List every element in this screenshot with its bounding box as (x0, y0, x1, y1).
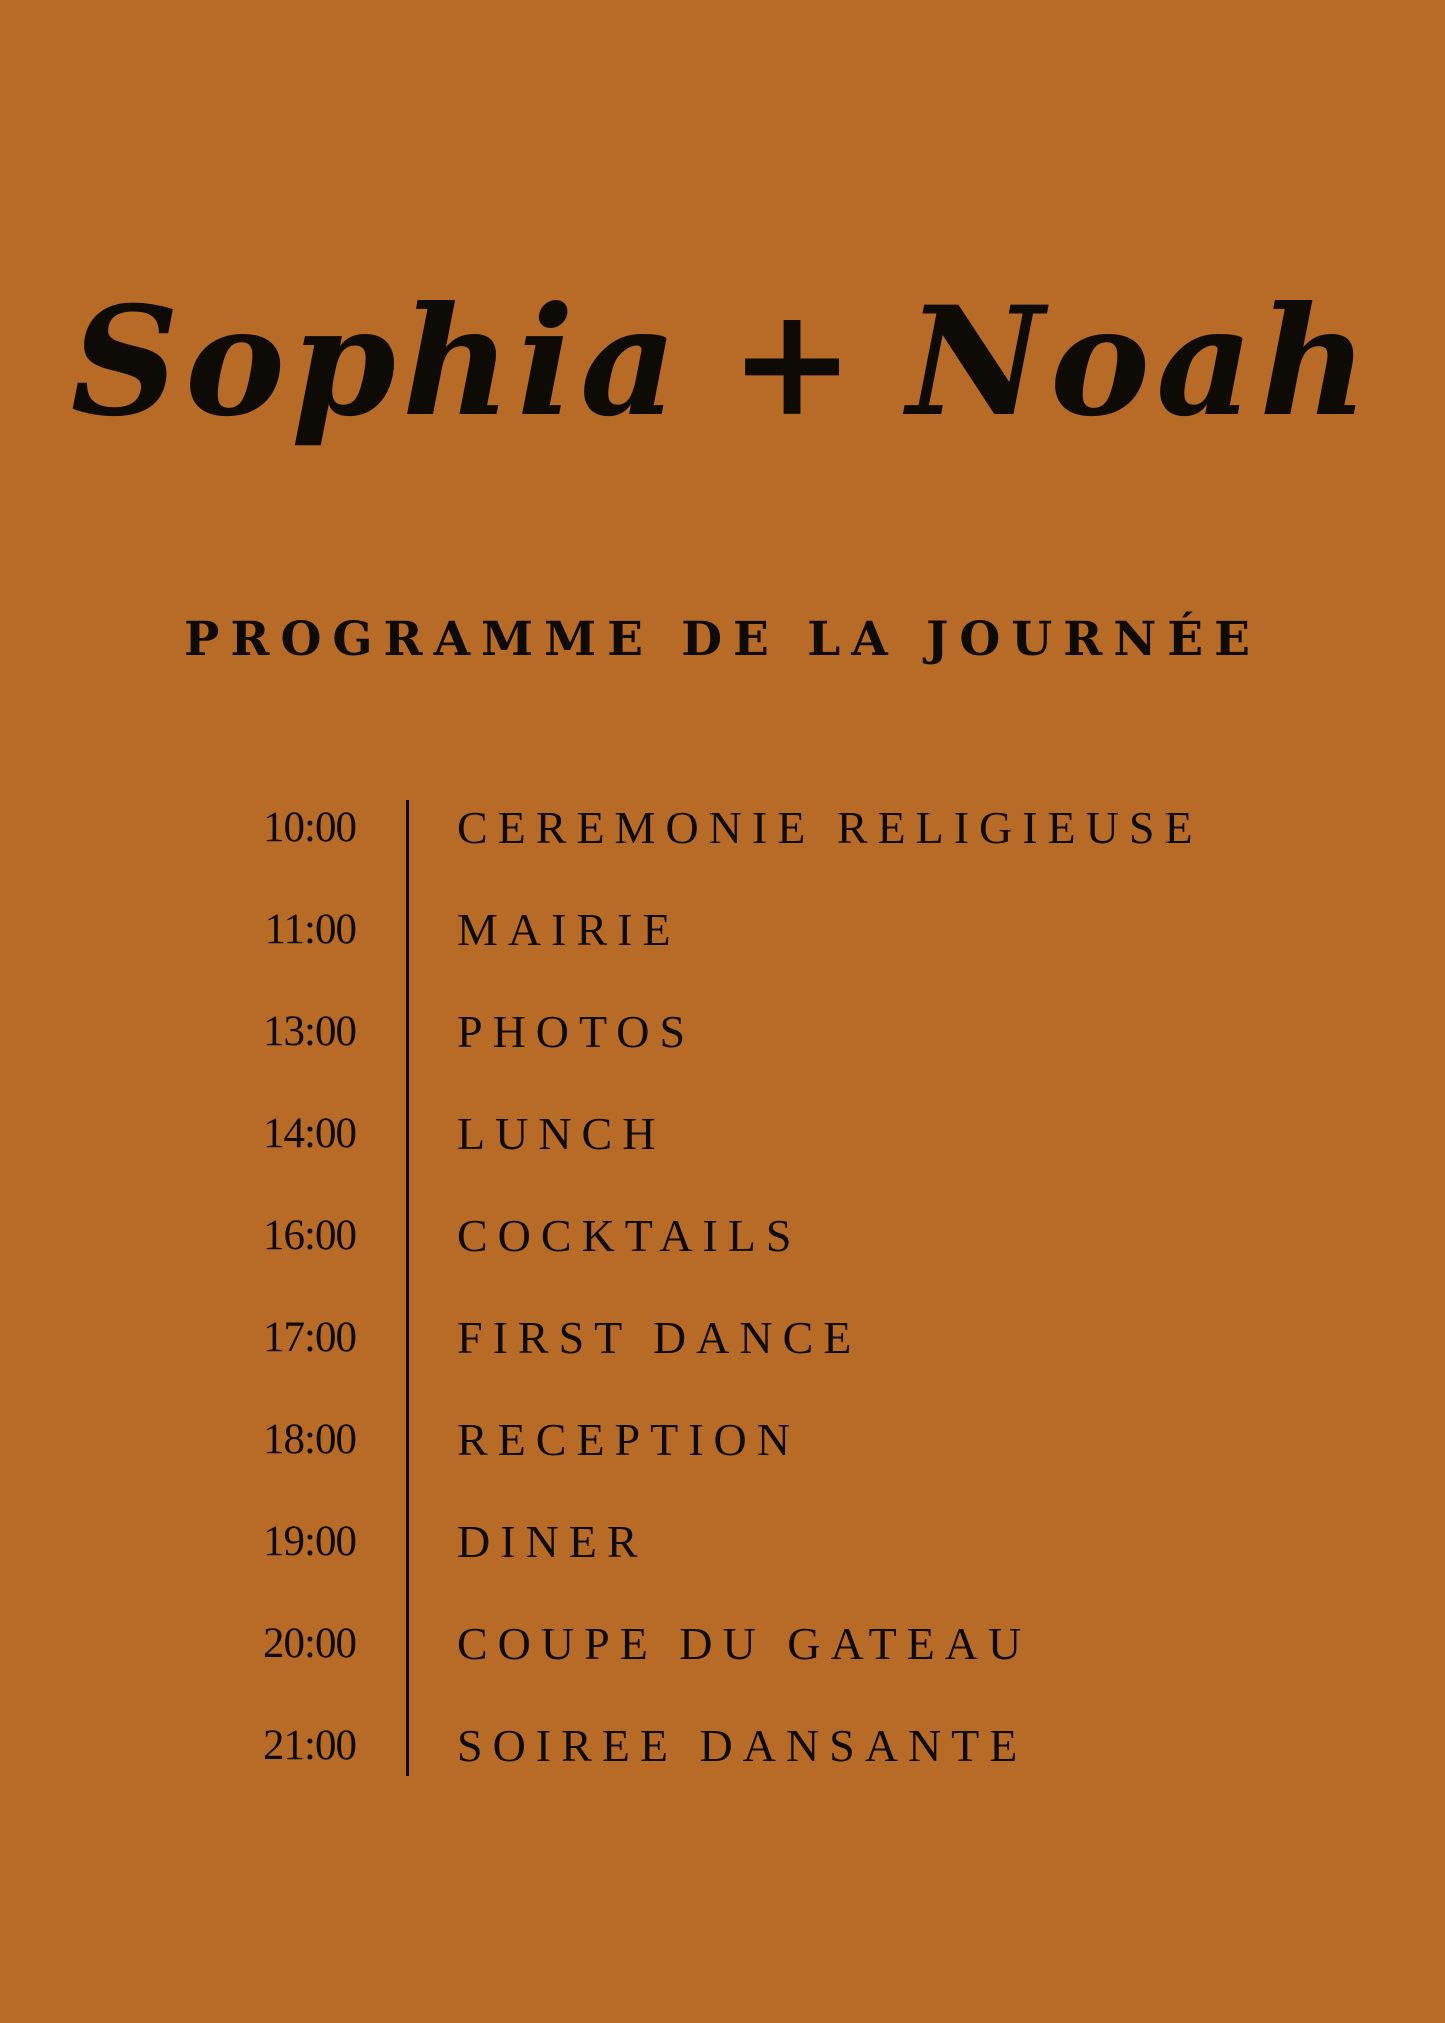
event-name: FIRST DANCE (457, 1312, 862, 1363)
event-name: MAIRIE (457, 904, 681, 955)
event-time: 18:00 (263, 1416, 356, 1463)
schedule-row (0, 1004, 1445, 1106)
event-time: 14:00 (263, 1110, 356, 1157)
event-time: 10:00 (263, 804, 356, 851)
second-name: Noah (906, 274, 1375, 450)
event-name: CEREMONIE RELIGIEUSE (457, 802, 1203, 853)
event-time: 11:00 (264, 906, 356, 953)
names-joiner: + (729, 274, 861, 450)
schedule-row (0, 1106, 1445, 1208)
schedule-row (0, 1412, 1445, 1514)
schedule-row (0, 1310, 1445, 1412)
event-time: 13:00 (263, 1008, 356, 1055)
event-name: LUNCH (457, 1108, 666, 1159)
event-name: COCKTAILS (457, 1210, 802, 1261)
couple-names (0, 262, 1445, 462)
programme-title: PROGRAMME DE LA JOURNÉE (184, 612, 1261, 667)
event-name: SOIREE DANSANTE (457, 1720, 1028, 1771)
event-name: RECEPTION (457, 1414, 800, 1465)
schedule-row (0, 1616, 1445, 1718)
event-name: DINER (457, 1516, 648, 1567)
event-time: 21:00 (263, 1722, 356, 1769)
event-time: 20:00 (263, 1620, 356, 1667)
event-time: 17:00 (263, 1314, 356, 1361)
schedule-row (0, 800, 1445, 902)
first-name: Sophia (70, 274, 684, 450)
event-time: 16:00 (263, 1212, 356, 1259)
schedule-row (0, 1718, 1445, 1820)
schedule-row (0, 1208, 1445, 1310)
schedule-row (0, 1514, 1445, 1616)
event-name: COUPE DU GATEAU (457, 1618, 1032, 1669)
schedule-row (0, 902, 1445, 1004)
event-time: 19:00 (263, 1518, 356, 1565)
event-name: PHOTOS (457, 1006, 696, 1057)
